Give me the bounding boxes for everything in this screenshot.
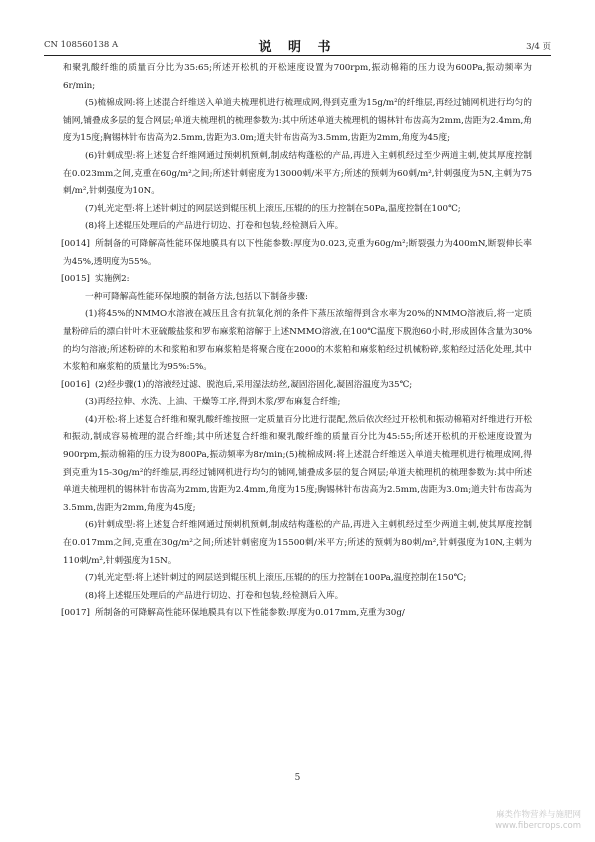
paragraph: (3)再经拉伸、水洗、上油、干燥等工序,得到木浆/罗布麻复合纤维; <box>85 397 341 408</box>
watermark-url: www.fibercrops.com <box>495 821 581 831</box>
paragraph: (8)将上述辊压处理后的产品进行切边、打卷和包装,经检测后入库。 <box>85 590 344 601</box>
paragraph: (6)针刺成型:将上述复合纤维网通过预刺机预刺,制成结构蓬松的产品,再进入主刺机经过至少两道主刺,使其厚度控制在0.023mm之间,克重在60g/m²之间;所述针刺密度为13000刺/米平方;所述的预刺为60刺/m²,针刺强度为5N,主刺为75刺/m²,针刺强度为10N。 <box>63 150 532 197</box>
paragraph-number: [0017] <box>61 608 90 619</box>
watermark <box>495 810 581 832</box>
paragraph-number: [0015] <box>61 274 90 285</box>
paragraph: [0015] 实施例2: <box>63 271 532 289</box>
paragraph: 一种可降解高性能环保地膜的制备方法,包括以下制备步骤: <box>85 291 308 302</box>
patent-number: CN 108560138 A <box>44 40 119 50</box>
paragraph-number: [0016] <box>61 379 90 390</box>
paragraph: 和聚乳酸纤维的质量百分比为35:65;所述开松机的开松速度设置为700rpm,振动棉箱的压力设为600Pa,振动频率为6r/min; <box>63 63 532 91</box>
page-number: 5 <box>294 773 301 783</box>
paragraph: (4)开松:将上述复合纤维和聚乳酸纤维按照一定质量百分比进行混配,然后依次经过开松机和振动棉箱对纤维进行开松和振动,制成容易梳理的混合纤维;其中所述复合纤维和聚乳酸纤维的质量百分比为45:55;所述开松机的开松速度设置为900rpm,振动棉箱的压力设为800Pa,振动频率为8r/min;(5)梳棉成网:将上述混合纤维送入单道夫梳理机进行梳理成网,得到克重为15-30g/m²的纤维层,再经过铺网机进行均匀的铺网,铺叠成多层的复合网层;单道夫梳理机的梳理参数为:其中所述单道夫梳理机的锡林针布齿高为2mm,齿距为2.4mm,角度为15度;胸锡林针布齿高为2.5mm,齿距为3.0m;道夫针布齿高为3.5mm,齿距为2mm,角度为45度; <box>63 414 532 513</box>
paragraph-number: [0014] <box>61 238 90 249</box>
paragraph: (1)将45%的NMMO水溶液在减压且含有抗氧化剂的条件下蒸压浓缩得到含水率为20%的NMMO溶液后,将一定质量粉碎后的漂白针叶木亚硫酸盐浆和罗布麻浆粕溶解于上述NMMO溶液,在100℃温度下脱泡60小时,形成固体含量为30%的均匀溶液;所述粉碎的木和浆粕和罗布麻浆粕是将聚合度在2000的木浆粕和麻浆粕经过机械粉碎,浆粕经过活化处理,其中木浆粕和麻浆粕的质量比为95%:5%。 <box>63 309 532 373</box>
paragraph: (8)将上述辊压处理后的产品进行切边、打卷和包装,经检测后入库。 <box>85 221 344 232</box>
paragraph: [0014] 所制备的可降解高性能环保地膜具有以下性能参数:厚度为0.023,克重为60g/m²;断裂强力为400mN,断裂伸长率为45%,透明度为55%。 <box>63 236 532 271</box>
page-header <box>44 36 551 54</box>
header-divider <box>44 55 551 56</box>
paragraph: (6)针刺成型:将上述复合纤维网通过预刺机预刺,制成结构蓬松的产品,再进入主刺机经过至少两道主刺,使其厚度控制在0.017mm之间,克重在30g/m²之间;所述针刺密度为15500刺/米平方;所述的预刺为80刺/m²,针刺强度为10N,主刺为110刺/m²,针刺强度为15N。 <box>63 520 532 566</box>
paragraph: (7)轧光定型:将上述针刺过的网层送到辊压机上滚压,压辊的的压力控制在100Pa,温度控制在150℃; <box>85 573 467 584</box>
paragraph: [0016] (2)经步骤(1)的溶液经过滤、脱泡后,采用湿法纺丝,凝固浴固化,凝固浴温度为35℃; <box>63 377 532 395</box>
document-body <box>63 60 532 623</box>
paragraph: (7)轧光定型:将上述针刺过的网层送到辊压机上滚压,压辊的的压力控制在50Pa,温度控制在100℃; <box>85 203 461 214</box>
watermark-title: 麻类作物营养与施肥网 <box>495 810 581 820</box>
paragraph: [0017] 所制备的可降解高性能环保地膜具有以下性能参数:厚度为0.017mm,克重为30g/ <box>63 605 532 623</box>
document-title: 说 明 书 <box>258 40 337 55</box>
paragraph: (5)梳棉成网:将上述混合纤维送入单道夫梳理机进行梳理成网,得到克重为15g/m²的纤维层,再经过铺网机进行均匀的铺网,铺叠成多层的复合网层;单道夫梳理机的梳理参数为:其中所述单道夫梳理机的锡林针布齿高为2mm,齿距为2.4mm,角度为15度;胸锡林针布齿高为2.5mm,齿距为3.0m;道夫针布齿高为3.5mm,齿距为2mm,角度为45度; <box>63 98 532 144</box>
page-indicator: 3/4 页 <box>526 42 551 52</box>
